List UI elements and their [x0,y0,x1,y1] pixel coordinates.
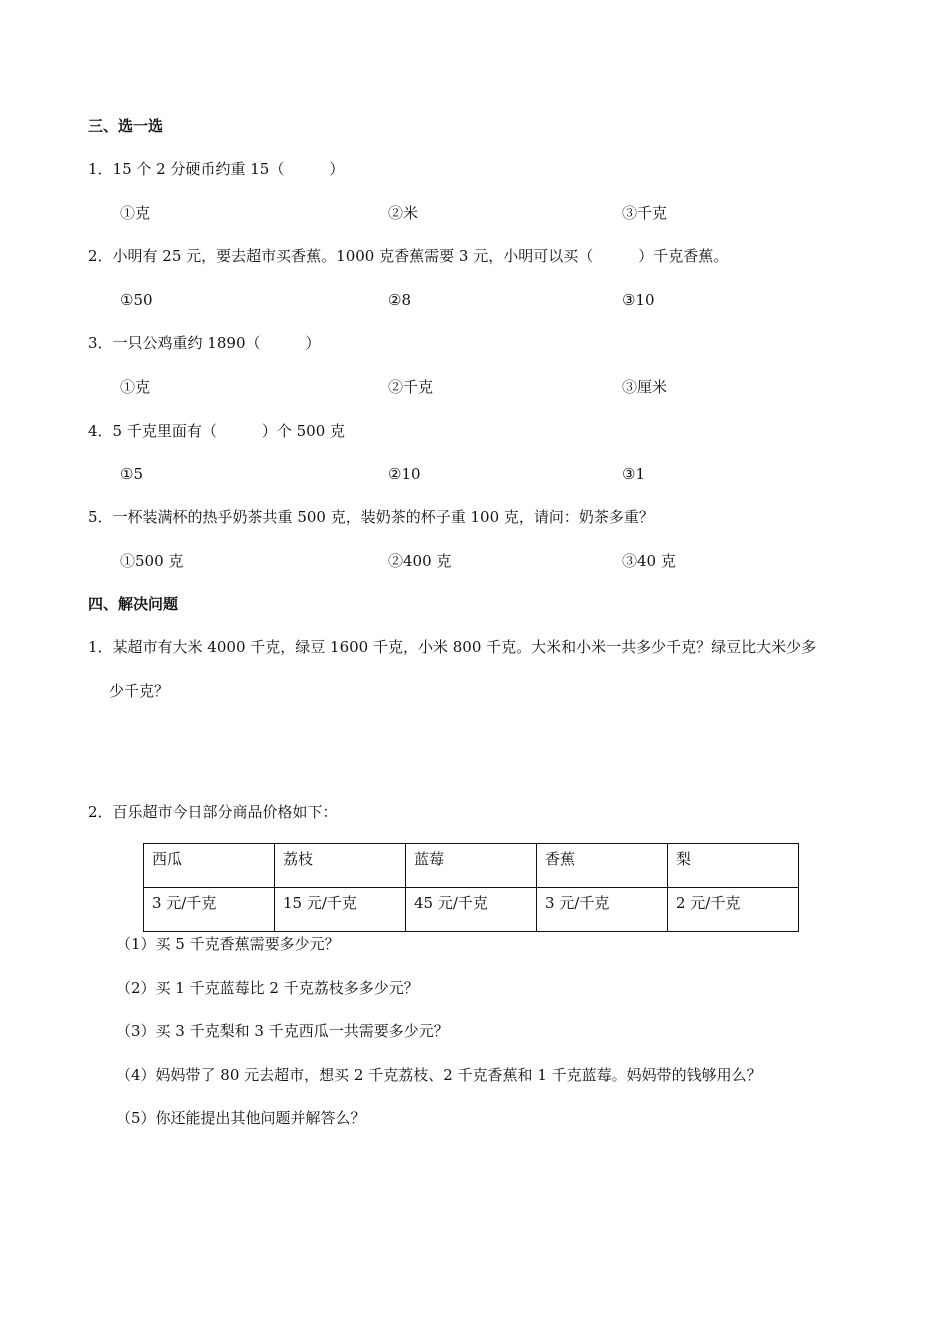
table-cell-blueberry: 蓝莓 [406,844,537,888]
section-4-heading: 四、解决问题 [88,595,179,613]
subquestion-3: （3）买 3 千克梨和 3 千克西瓜一共需要多少元？ [116,1022,449,1040]
q4-option-2: ②10 [388,465,421,483]
price-table-header-row [144,844,799,888]
question-2: 2．小明有 25 元，要去超市买香蕉。1000 克香蕉需要 3 元，小明可以买（ ）千克香蕉。 [88,247,729,265]
q5-option-2: ②400 克 [388,552,452,570]
price-table-price-row [144,888,799,932]
q2-option-3: ③10 [622,291,655,309]
q4-option-1: ①5 [120,465,143,483]
question-5: 5．一杯装满杯的热乎奶茶共重 500 克，装奶茶的杯子重 100 克，请问：奶茶多重？ [88,508,654,526]
q1-option-3: ③千克 [622,204,668,222]
q5-option-1: ①500 克 [120,552,184,570]
q3-option-2: ②千克 [388,378,434,396]
table-cell-banana: 香蕉 [537,844,668,888]
price-table [143,843,799,932]
table-cell-lychee: 荔枝 [275,844,406,888]
q2-option-2: ②8 [388,291,411,309]
question-4: 4．5 千克里面有（ ）个 500 克 [88,422,346,440]
table-cell-watermelon: 西瓜 [144,844,275,888]
question-3: 3．一只公鸡重约 1890（ ） [88,334,321,352]
q3-option-1: ①克 [120,378,151,396]
question-1: 1．15 个 2 分硬币约重 15（ ） [88,160,345,178]
problem-1-line-1: 1．某超市有大米 4000 千克，绿豆 1600 千克，小米 800 千克。大米和小米一共多少千克？绿豆比大米少多 [88,638,817,656]
problem-1-line-2: 少千克？ [109,682,170,700]
table-cell-blueberry-price: 45 元/千克 [406,888,537,932]
q1-option-2: ②米 [388,204,419,222]
table-cell-pear-price: 2 元/千克 [668,888,799,932]
subquestion-2: （2）买 1 千克蓝莓比 2 千克荔枝多多少元？ [116,979,419,997]
table-cell-watermelon-price: 3 元/千克 [144,888,275,932]
q1-option-1: ①克 [120,204,151,222]
subquestion-1: （1）买 5 千克香蕉需要多少元？ [116,935,340,953]
q3-option-3: ③厘米 [622,378,668,396]
table-cell-lychee-price: 15 元/千克 [275,888,406,932]
subquestion-4: （4）妈妈带了 80 元去超市，想买 2 千克荔枝、2 千克香蕉和 1 千克蓝莓。妈妈带的钱够用么？ [116,1066,762,1084]
subquestion-5: （5）你还能提出其他问题并解答么？ [116,1109,366,1127]
q2-option-1: ①50 [120,291,153,309]
problem-2-intro: 2．百乐超市今日部分商品价格如下： [88,803,338,821]
section-3-heading: 三、选一选 [88,117,164,135]
table-cell-banana-price: 3 元/千克 [537,888,668,932]
q4-option-3: ③1 [622,465,645,483]
q5-option-3: ③40 克 [622,552,676,570]
table-cell-pear: 梨 [668,844,799,888]
